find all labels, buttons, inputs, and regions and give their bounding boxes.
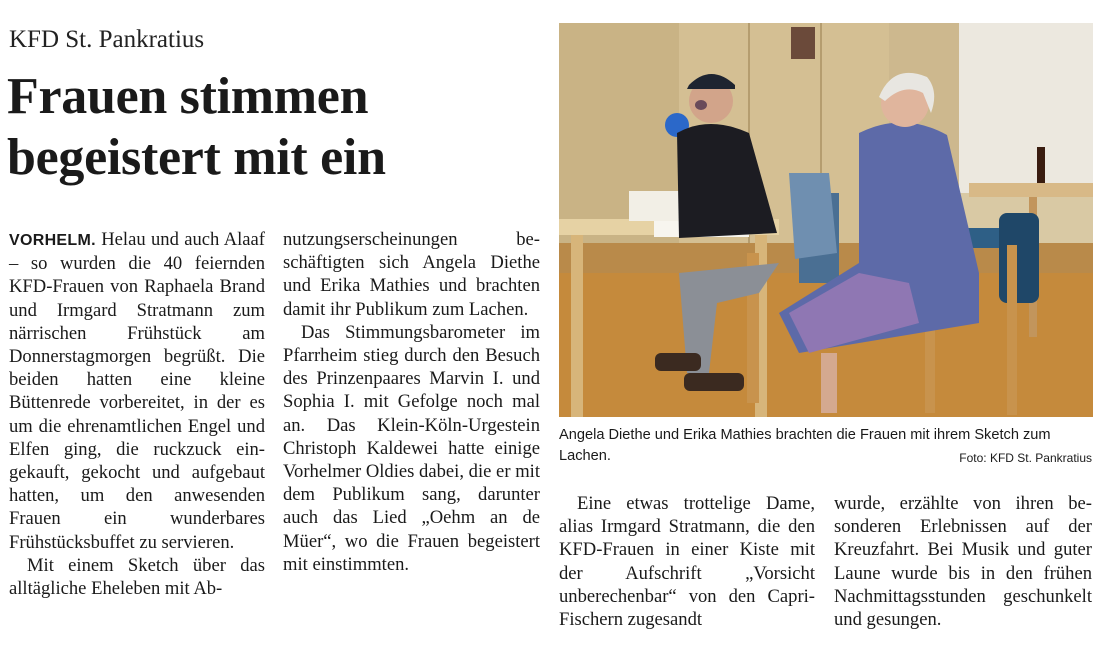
photo-jacket [789,173,837,259]
kicker: KFD St. Pankratius [9,26,205,53]
photo-illustration [559,23,1093,417]
text-column-2 [283,228,540,576]
photo-credit: Foto: KFD St. Pankratius [959,451,1092,465]
paragraph: nutzungserscheinungen beschäftigten sich Angela Diethe und Erika Mathies und brachten damit ihr Publikum zum Lachen. [283,229,540,320]
text-column-3 [559,492,815,631]
paragraph: Mit einem Sketch über das alltägliche Eheleben mit Ab- [9,554,265,600]
photo-bright-wall [959,23,1093,193]
article-photo [559,23,1093,417]
photo-side-table [969,183,1093,197]
photo-poster [791,27,815,59]
text-column-4 [834,492,1092,631]
dateline: VORHELM. [9,232,96,249]
paragraph-text: Helau und auch Alaaf – so wurden die 40 feiernden KFD-Frauen von Raphaela Brand und Irmgard Stratmann zum närrischen Frühstück am Donnerstagmorgen begrüßt. Die beiden hatten eine kleine Büttenrede vorbereitet, in der es um die ehrenamtlichen Engel und Elfen ging, die ruckzuck eingekauft, gekocht und aufgebaut hatten, um den anwesenden Frauen ein wunderbares Frühstücksbuffet zu servieren. [9,229,265,553]
headline: Frauen stimmen begeistert mit ein [7,68,386,186]
paragraph: Das Stimmungsbarometer im Pfarrheim stieg durch den Besuch des Prinzenpaares Marvin I. und Sophia I. mit Gefolge noch mal an. Das Klein-Köln-Urgestein Christoph Kaldewei hatte einige Vorhelmer Oldies dabei, die er mit dem Publikum sang, darunter auch das Lied „Oehm an de Müer“, wo die Frauen begeistert mit einstimmten. [283,321,540,575]
text-column-1 [9,228,265,600]
paragraph: Eine etwas trottelige Dame, alias Irmgard Stratmann, die den KFD-Frauen in einer Kiste mit der Aufschrift „Vorsicht unberechenbar“ von den Capri-Fischern zugesandt [559,493,815,631]
photo-caption: Angela Diethe und Erika Mathies brachten die Frauen mit ihrem Sketch zum Lachen. [559,427,1051,464]
paragraph: wurde, erzählte von ihren besonderen Erlebnissen auf der Kreuzfahrt. Bei Musik und guter Laune wurde bis in den frühen Nachmittagsstunden geschunkelt und gesungen. [834,493,1092,631]
paragraph [9,228,265,554]
